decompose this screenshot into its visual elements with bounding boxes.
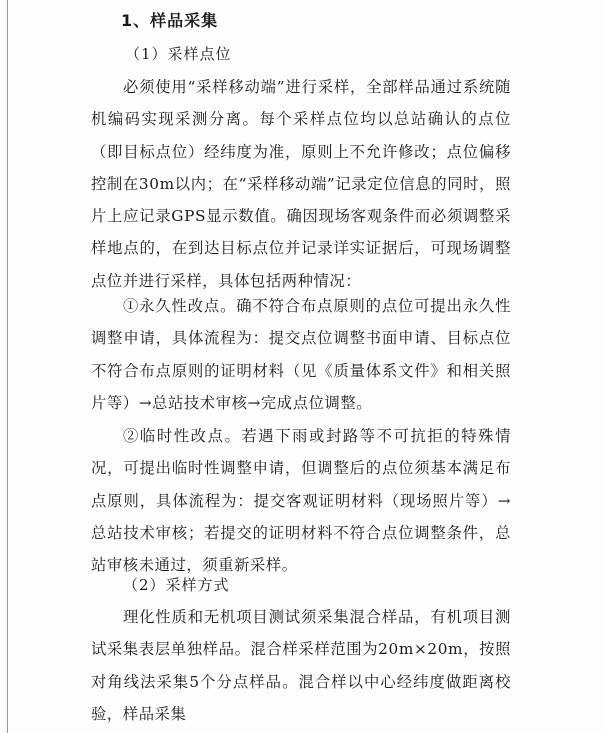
paragraph-permanent-change: ①永久性改点。确不符合布点原则的点位可提出永久性调整申请，具体流程为：提交点位调整书面申请、目标点位不符合布点原则的证明材料（见《质量体系文件》和相关照片等）→总站技术审核→完成点位调整。	[91, 297, 511, 412]
paragraph-sampling-method: 理化性质和无机项目测试须采集混合样品，有机项目测试采集表层单独样品。混合样采样范围为20m×20m，按照对角线法采集5个分点样品。混合样以中心经纬度做距离校验，样品采集	[91, 608, 511, 723]
subsection-heading-sampling-points: （1）采样点位	[125, 45, 232, 63]
page-edge-line	[7, 0, 8, 733]
paragraph-temporary-change: ②临时性改点。若遇下雨或封路等不可抗拒的特殊情况，可提出临时性调整申请，但调整后的点位须基本满足布点原则，具体流程为：提交客观证明材料（现场照片等）→总站技术审核；若提交的证明材料不符合点位调整条件，总站审核未通过，须重新采样。	[91, 427, 511, 575]
paragraph-sampling-requirements: 必须使用“采样移动端”进行采样，全部样品通过系统随机编码实现采测分离。每个采样点位均以总站确认的点位（即目标点位）经纬度为准，原则上不允许修改；点位偏移控制在30m以内；在“采样移动端”记录定位信息的同时，照片上应记录GPS显示数值。确因现场客观条件而必须调整采样地点的，在到达目标点位并记录详实证据后，可现场调整点位并进行采样，具体包括两种情况：	[91, 78, 511, 290]
section-heading: 1、样品采集	[121, 11, 219, 30]
subsection-heading-sampling-method: （2）采样方式	[123, 576, 230, 594]
